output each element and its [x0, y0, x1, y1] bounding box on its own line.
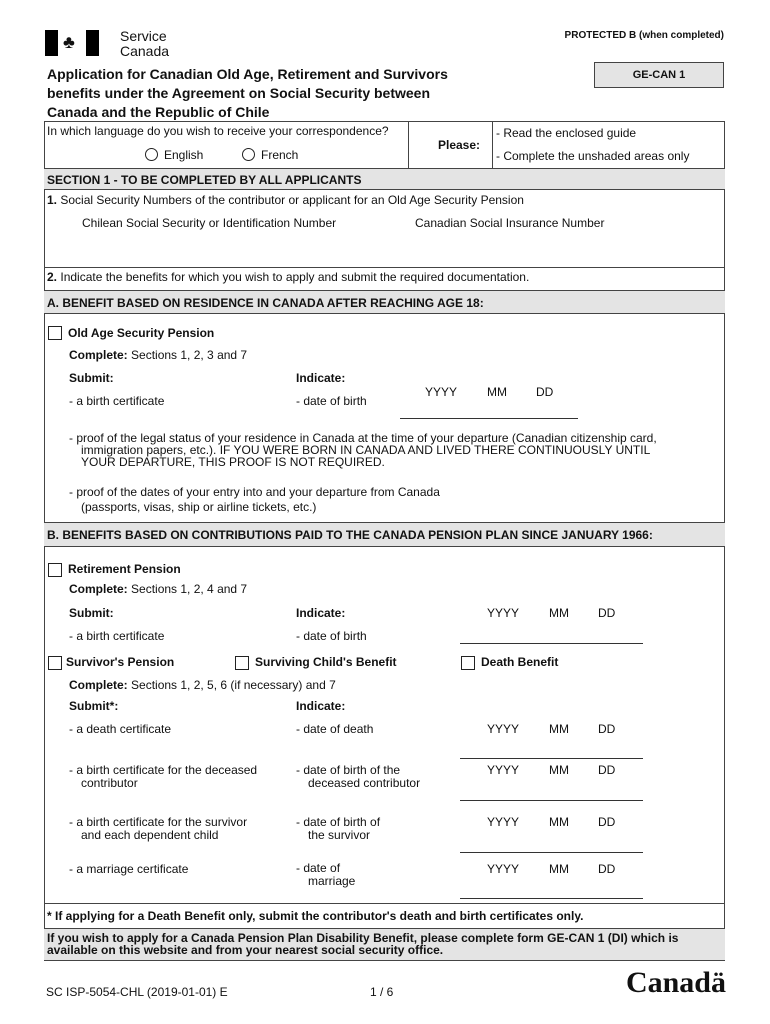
- yyyy-label: YYYY: [487, 722, 520, 736]
- canada-flag-logo: ♣: [45, 30, 99, 56]
- bc-survivor-item: - a birth certificate for the survivor and each dependent child: [69, 815, 248, 842]
- yyyy-label: YYYY: [487, 815, 520, 829]
- mm-label: MM: [549, 763, 569, 777]
- dd-label: DD: [598, 606, 616, 620]
- mm-label: MM: [549, 722, 569, 736]
- section-1-heading: SECTION 1 - TO BE COMPLETED BY ALL APPLICANTS: [44, 168, 725, 190]
- oas-label: Old Age Security Pension: [68, 326, 215, 340]
- canada-wordmark: Canadä: [625, 966, 726, 999]
- question-1: 1. Social Security Numbers of the contributor or applicant for an Old Age Security Pension: [47, 193, 524, 207]
- survivor-checkbox[interactable]: [48, 656, 62, 670]
- dob-deceased-field[interactable]: [460, 800, 643, 801]
- form-code-footer: SC ISP-5054-CHL (2019-01-01) E: [46, 985, 228, 999]
- please-item-2: - Complete the unshaded areas only: [496, 149, 690, 163]
- mm-label: MM: [487, 385, 507, 399]
- protected-label: PROTECTED B (when completed): [564, 30, 724, 41]
- chilean-number-field[interactable]: [82, 234, 402, 264]
- yyyy-label: YYYY: [425, 385, 458, 399]
- date-death-item: - date of death: [296, 722, 374, 736]
- submit-label: Submit:: [69, 371, 114, 385]
- disability-note: If you wish to apply for a Canada Pension Plan Disability Benefit, please complete form GE-CAN 1 (DI) which is available on this website and from your nearest social security office.: [44, 928, 725, 961]
- dob-item: - date of birth: [296, 394, 367, 408]
- yyyy-label: YYYY: [487, 606, 520, 620]
- birth-cert-item: - a birth certificate: [69, 394, 165, 408]
- dd-label: DD: [598, 815, 616, 829]
- death-cert-item: - a death certificate: [69, 722, 172, 736]
- please-item-1: - Read the enclosed guide: [496, 126, 637, 140]
- divider: [44, 903, 725, 904]
- marriage-cert-item: - a marriage certificate: [69, 862, 189, 876]
- dd-label: DD: [598, 862, 616, 876]
- yyyy-label: YYYY: [487, 862, 520, 876]
- radio-english[interactable]: [145, 148, 203, 162]
- divider: [492, 121, 493, 168]
- divider: [408, 121, 409, 168]
- form-code-badge: GE-CAN 1: [594, 62, 724, 88]
- retirement-checkbox[interactable]: [48, 563, 62, 577]
- indicate-label: Indicate:: [296, 606, 346, 620]
- form-title-line-2: benefits under the Agreement on Social Security between: [47, 85, 431, 101]
- indicate-label: Indicate:: [296, 371, 346, 385]
- retirement-label: Retirement Pension: [68, 562, 181, 576]
- logo-text-service: Service: [120, 28, 167, 44]
- survivor-label: Survivor's Pension: [66, 655, 175, 669]
- proof-legal-status: - proof of the legal status of your residence in Canada at the time of your departure (Canadian citizenship card, immigration papers, etc.). IF YOU WERE BORN IN CANADA AND LIVED THERE CONTINUOUSLY UNTIL YOUR DEPARTURE, THIS PROOF IS NOT REQUIRED.: [69, 431, 657, 469]
- retirement-complete: Complete: Sections 1, 2, 4 and 7: [69, 582, 248, 596]
- dd-label: DD: [598, 722, 616, 736]
- death-benefit-checkbox[interactable]: [461, 656, 475, 670]
- radio-circle-icon: [242, 148, 255, 161]
- chilean-number-label: Chilean Social Security or Identification Number: [82, 216, 337, 230]
- section-b-heading: B. BENEFITS BASED ON CONTRIBUTIONS PAID TO THE CANADA PENSION PLAN SINCE JANUARY 1966:: [44, 522, 725, 547]
- birth-cert-item: - a birth certificate: [69, 629, 165, 643]
- date-marriage-field[interactable]: [460, 898, 643, 899]
- radio-french[interactable]: [242, 148, 298, 162]
- form-title-line-3: Canada and the Republic of Chile: [47, 104, 270, 120]
- date-marriage-item: - date of marriage: [296, 861, 356, 888]
- divider: [44, 267, 725, 268]
- dob-survivor-item: - date of birth of the survivor: [296, 815, 381, 842]
- mm-label: MM: [549, 606, 569, 620]
- oas-checkbox[interactable]: [48, 326, 62, 340]
- dd-label: DD: [598, 763, 616, 777]
- yyyy-label: YYYY: [487, 763, 520, 777]
- oas-complete: Complete: Sections 1, 2, 3 and 7: [69, 348, 248, 362]
- dob-survivor-field[interactable]: [460, 852, 643, 853]
- survivor-complete: Complete: Sections 1, 2, 5, 6 (if necessary) and 7: [69, 678, 336, 692]
- language-question: In which language do you wish to receive your correspondence?: [47, 124, 389, 138]
- indicate-label: Indicate:: [296, 699, 346, 713]
- section-a-heading: A. BENEFIT BASED ON RESIDENCE IN CANADA AFTER REACHING AGE 18:: [44, 290, 725, 314]
- date-death-field[interactable]: [460, 758, 643, 759]
- submit-star-label: Submit*:: [69, 699, 119, 713]
- dob-field[interactable]: [460, 643, 643, 644]
- canadian-sin-label: Canadian Social Insurance Number: [415, 216, 605, 230]
- form-title-line-1: Application for Canadian Old Age, Retirement and Survivors: [47, 66, 448, 82]
- bc-deceased-item: - a birth certificate for the deceased contributor: [69, 763, 258, 790]
- footnote: * If applying for a Death Benefit only, submit the contributor's death and birth certificates only.: [47, 909, 584, 923]
- please-label: Please:: [438, 138, 481, 152]
- dob-item: - date of birth: [296, 629, 367, 643]
- question-2: 2. Indicate the benefits for which you wish to apply and submit the required documentation.: [47, 270, 530, 284]
- logo-text-canada: Canada: [120, 43, 170, 59]
- dd-label: DD: [536, 385, 554, 399]
- canadian-sin-field[interactable]: [415, 234, 715, 264]
- dob-deceased-item: - date of birth of the deceased contributor: [296, 763, 421, 790]
- radio-french-label: French: [261, 148, 299, 162]
- submit-label: Submit:: [69, 606, 114, 620]
- mm-label: MM: [549, 862, 569, 876]
- death-benefit-label: Death Benefit: [481, 655, 559, 669]
- child-benefit-label: Surviving Child's Benefit: [255, 655, 397, 669]
- page-number: 1 / 6: [370, 985, 394, 999]
- mm-label: MM: [549, 815, 569, 829]
- child-benefit-checkbox[interactable]: [235, 656, 249, 670]
- dob-field[interactable]: [400, 418, 578, 419]
- radio-circle-icon: [145, 148, 158, 161]
- radio-english-label: English: [164, 148, 204, 162]
- proof-dates: - proof of the dates of your entry into and your departure from Canada (passports, visas, ship or airline tickets, etc.): [69, 485, 440, 514]
